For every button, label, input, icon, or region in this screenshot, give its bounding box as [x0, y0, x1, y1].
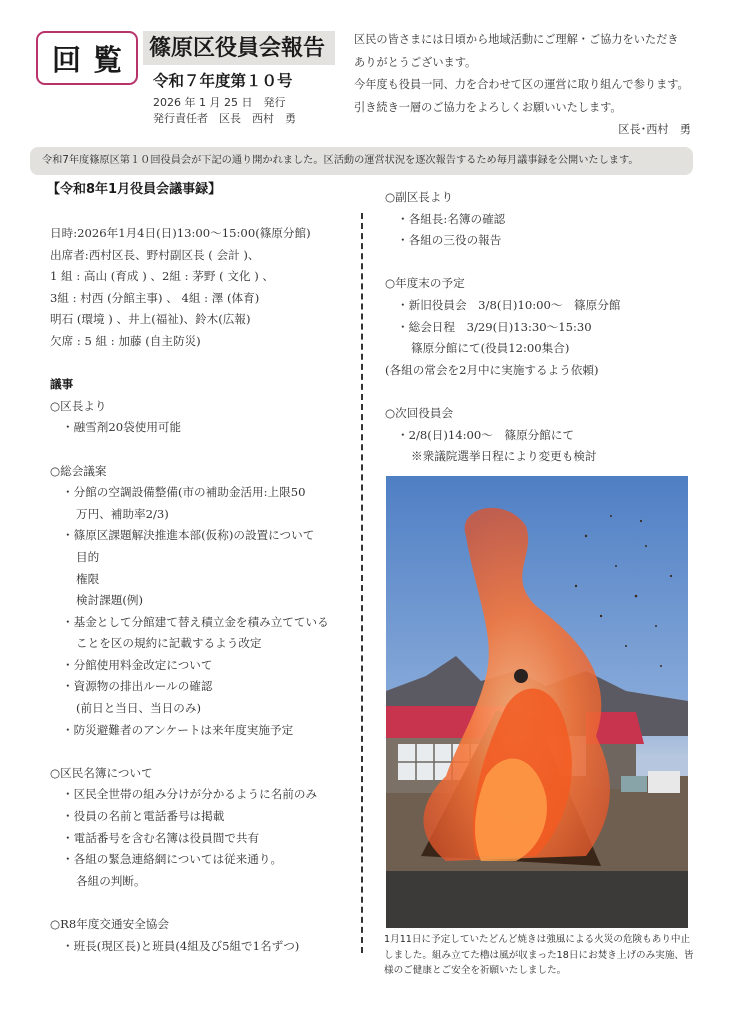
- bonfire-illustration: [386, 476, 688, 928]
- section-gap: [385, 381, 695, 403]
- meta-line: 1 組 : 高山 (育成 ) 、2組 : 茅野 ( 文化 ) 、: [50, 269, 275, 284]
- agenda-item: ・各組長:名簿の確認: [397, 211, 506, 226]
- agenda-item: ・基金として分館建て替え積立金を積み立てている: [62, 614, 329, 629]
- greeting-signature: 区長･西村 勇: [618, 123, 691, 136]
- section-gap: [50, 892, 355, 914]
- newsletter-title-block: [143, 31, 335, 65]
- agenda-item: (各組の常会を2月中に実施するよう依頼): [385, 362, 599, 377]
- issue-responsible: 発行責任者 区長 西村 勇: [153, 112, 296, 125]
- agenda-item: ※衆議院選挙日程により変更も検討: [411, 449, 597, 464]
- agenda-item: ・役員の名前と電話番号は掲載: [62, 809, 225, 824]
- agenda-item: ・区民全世帯の組み分けが分かるように名前のみ: [62, 787, 318, 802]
- agenda-item: (前日と当日、当日のみ): [76, 701, 201, 716]
- agenda-section-heading: ○副区長より: [385, 190, 454, 204]
- minutes-right-column: [385, 187, 695, 468]
- issue-number: 令和７年度第１０号: [153, 72, 293, 90]
- minutes-title: 【令和8年1月役員会議事録】: [47, 182, 222, 197]
- greeting-line: 今年度も役員一同、力を合わせて区の運営に取り組んで参ります。: [354, 78, 689, 91]
- agenda-item: 万円、補助率2/3): [76, 506, 169, 521]
- agenda-item: 目的: [76, 549, 100, 564]
- agenda-item: 各組の判断。: [76, 873, 146, 888]
- agenda-item: ・電話番号を含む名簿は役員間で共有: [62, 830, 260, 845]
- agenda-item: ・2/8(日)14:00～ 篠原分館にて: [397, 427, 575, 442]
- greeting-line: 区民の皆さまには日頃から地域活動にご理解・ご協力をいただき: [354, 33, 679, 46]
- agenda-sections-left: [50, 396, 355, 957]
- meta-line: 日時:2026年1月4日(日)13:00～15:00(篠原分館): [50, 226, 311, 240]
- agenda-item: ・防災避難者のアンケートは来年度実施予定: [62, 722, 294, 737]
- agenda-section-heading: ○R8年度交通安全協会: [50, 917, 169, 931]
- agenda-section-heading: ○区民名簿について: [50, 765, 153, 780]
- agenda-section-heading: ○次回役員会: [385, 405, 454, 420]
- meta-line: 3組 : 村西 (分館主事) 、 4組 : 澤 (体育): [50, 290, 260, 305]
- photo-caption: 1月11日に予定していたどんど焼きは強風による火災の危険もあり中止しました。組み立てた櫓は風が収まった18日にお焚き上げのみ実施、皆様のご健康とご安全を祈願いたしました。: [384, 934, 694, 976]
- agenda-item: ・新旧役員会 3/8(日)10:00～ 篠原分館: [397, 297, 621, 312]
- agenda-item: 検討課題(例): [76, 593, 144, 608]
- circulation-stamp: [36, 31, 138, 85]
- agenda-section-heading: ○区長より: [50, 398, 107, 413]
- agenda-label: 議事: [50, 377, 74, 392]
- agenda-item: ・分館の空調設備整備(市の補助金活用:上限50: [62, 485, 306, 500]
- agenda-item: ・各組の三役の報告: [397, 233, 502, 248]
- agenda-item: ・各組の緊急連絡網については従来通り。: [62, 852, 283, 867]
- agenda-item: ・融雪剤20袋使用可能: [62, 420, 182, 435]
- agenda-item: ・分館使用料金改定について: [62, 657, 213, 672]
- meta-line: 明石 (環境 ) 、井上(福祉)、鈴木(広報): [50, 312, 251, 327]
- agenda-item: ・資源物の排出ルールの確認: [62, 679, 213, 694]
- column-divider: [361, 213, 363, 953]
- agenda-item: ・班長(現区長)と班員(4組及び5組で1名ずつ): [62, 938, 300, 953]
- section-gap: [385, 252, 695, 274]
- agenda-item: 篠原分館にて(役員12:00集合): [411, 341, 570, 356]
- issue-date: 2026 年 1 月 25 日 発行: [153, 96, 286, 109]
- meta-line: 出席者:西村区長、野村副区長 ( 会計 )、: [50, 247, 260, 262]
- notice-banner: 令和7年度篠原区第１０回役員会が下記の通り開かれました。区活動の運営状況を逐次報告するため毎月議事録を公開いたします。: [30, 147, 693, 175]
- agenda-item: ・総会日程 3/29(日)13:30～15:30: [397, 319, 592, 334]
- circulation-char-1: 回: [52, 42, 82, 77]
- newsletter-title: 篠原区役員会報告: [143, 31, 335, 65]
- greeting-line: 引き続き一層のご協力をよろしくお願いいたします。: [354, 100, 622, 114]
- circulation-char-2: 覧: [92, 42, 122, 77]
- minutes-left-column: [47, 180, 355, 957]
- agenda-item: 権限: [76, 571, 100, 586]
- meta-line: 欠席 : 5 組 : 加藤 (自主防災): [50, 333, 201, 348]
- agenda-section-heading: ○総会議案: [50, 463, 107, 478]
- agenda-sections-right: [385, 187, 695, 468]
- meeting-meta: [50, 223, 355, 353]
- agenda-item: ・篠原区課題解決推進本部(仮称)の設置について: [62, 528, 315, 543]
- section-gap: [50, 439, 355, 461]
- section-gap: [50, 741, 355, 763]
- greeting-message: [354, 29, 699, 142]
- agenda-section-heading: ○年度末の予定: [385, 276, 465, 291]
- bonfire-photo: [386, 476, 688, 928]
- agenda-item: ことを区の規約に記載するよう改定: [76, 636, 262, 651]
- greeting-line: ありがとうございます。: [354, 55, 477, 69]
